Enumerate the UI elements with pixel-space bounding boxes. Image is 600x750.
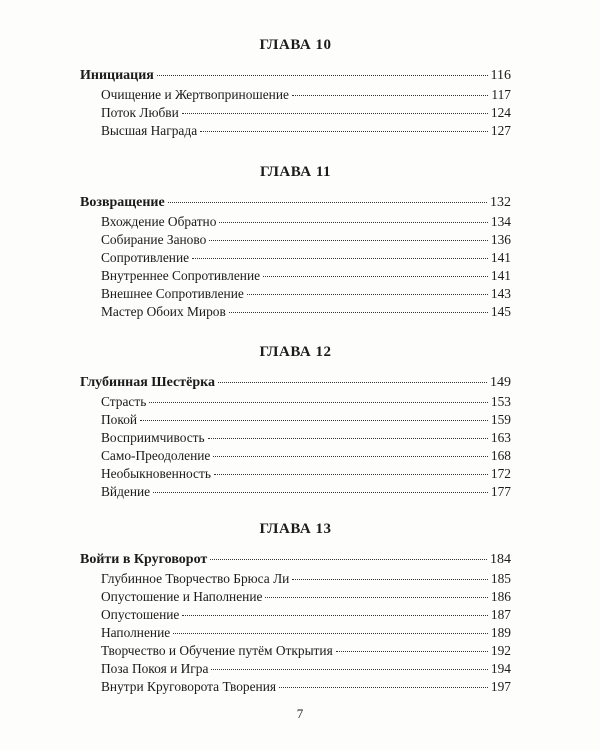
toc-page-number: 149 [490, 375, 511, 390]
leader-dots [214, 473, 488, 475]
toc-page-number: 134 [490, 214, 511, 229]
toc-entry-title: Необыкновенность [101, 466, 211, 481]
leader-dots [157, 74, 488, 76]
leader-dots [182, 112, 488, 114]
leader-dots [213, 455, 488, 457]
toc-entry [80, 588, 511, 606]
toc-page-number: 168 [490, 448, 511, 463]
toc-entry [80, 393, 511, 411]
chapter-10 [80, 34, 511, 140]
toc-entry [80, 122, 511, 140]
toc-entry-title: Вхождение Обратно [101, 214, 217, 229]
toc-page-number: 141 [490, 250, 511, 265]
toc-page-number: 163 [490, 430, 511, 445]
toc-entry-title: Внутреннее Сопротивление [101, 268, 261, 283]
toc-entry [80, 447, 511, 465]
toc-entry [80, 483, 511, 501]
toc-entry-title: Страсть [101, 394, 147, 409]
leader-dots [209, 239, 488, 241]
toc-entry-title: Опустошение и Наполнение [101, 589, 263, 604]
chapter-title: ГЛАВА 13 [259, 521, 332, 537]
leader-dots [292, 94, 488, 96]
toc-entry-title: Инициация [80, 68, 154, 83]
leader-dots [292, 578, 488, 580]
chapter-title: ГЛАВА 10 [259, 37, 332, 53]
toc-page-number: 177 [490, 484, 511, 499]
chapter-12 [80, 341, 511, 501]
leader-dots [140, 419, 488, 421]
leader-dots [229, 311, 488, 313]
toc-entry [80, 86, 511, 104]
leader-dots [210, 558, 487, 560]
toc-entry-title: Сопротивление [101, 250, 190, 265]
leader-dots [263, 275, 488, 277]
toc-entry-title: Само-Преодоление [101, 448, 211, 463]
toc-entry [80, 104, 511, 122]
leader-dots [192, 257, 488, 259]
toc-entry [80, 606, 511, 624]
chapter-title: ГЛАВА 12 [259, 344, 332, 360]
toc-entry [80, 678, 511, 696]
toc-entry-title: Внутри Круговорота Творения [101, 679, 277, 694]
toc-entry [80, 303, 511, 321]
toc-entry-title: Высшая Награда [101, 123, 198, 138]
toc-entry-title: Внешнее Сопротивление [101, 286, 244, 301]
leader-dots [200, 130, 488, 132]
toc-entry-title: Мастер Обоих Миров [101, 304, 226, 319]
toc-entry-main [80, 193, 511, 213]
toc-page-number: 127 [490, 123, 511, 138]
toc-page-number: 116 [490, 68, 511, 83]
toc-page-number: 141 [490, 268, 511, 283]
toc-page-number: 185 [490, 571, 511, 586]
toc-entry [80, 267, 511, 285]
toc-entry [80, 249, 511, 267]
toc-entry-main [80, 550, 511, 570]
toc-entry-title: Творчество и Обучение путём Открытия [101, 643, 333, 658]
toc-entry [80, 465, 511, 483]
leader-dots [153, 491, 488, 493]
toc-entry-title: Наполнение [101, 625, 171, 640]
page-number: 7 [296, 706, 304, 721]
toc-entry-title: Вйдение [101, 484, 151, 499]
chapter-title: ГЛАВА 11 [259, 164, 332, 180]
toc-page-number: 132 [490, 195, 511, 210]
toc-entry [80, 429, 511, 447]
toc-page-number: 136 [490, 232, 511, 247]
toc-page-number: 143 [490, 286, 511, 301]
toc-entry-title: Глубинная Шестёрка [80, 375, 215, 390]
toc-entry-title: Войти в Круговорот [80, 552, 208, 567]
toc-page-number: 145 [490, 304, 511, 319]
leader-dots [218, 381, 487, 383]
leader-dots [182, 614, 488, 616]
toc-page-number: 197 [490, 679, 511, 694]
leader-dots [279, 686, 488, 688]
toc-page-number: 184 [490, 552, 511, 567]
chapter-11 [80, 161, 511, 321]
toc-entry [80, 213, 511, 231]
toc-page-number: 117 [491, 87, 511, 102]
toc-entry-main [80, 373, 511, 393]
toc-page-number: 172 [490, 466, 511, 481]
toc-entry [80, 642, 511, 660]
toc-entry [80, 624, 511, 642]
toc-page-number: 159 [490, 412, 511, 427]
toc-entry [80, 411, 511, 429]
toc-entry [80, 231, 511, 249]
leader-dots [211, 668, 488, 670]
toc-entry [80, 660, 511, 678]
toc-page-number: 192 [490, 643, 511, 658]
toc-entry-title: Возвращение [80, 195, 165, 210]
toc-entry [80, 285, 511, 303]
toc-entry-title: Покой [101, 412, 138, 427]
toc-entry-title: Поза Покоя и Игра [101, 661, 209, 676]
toc-entry-title: Поток Любви [101, 105, 179, 120]
toc-entry-title: Глубинное Творчество Брюса Ли [101, 571, 290, 586]
toc-page-number: 189 [490, 625, 511, 640]
chapter-13 [80, 518, 511, 696]
leader-dots [247, 293, 488, 295]
toc-entry-title: Очищение и Жертвоприношение [101, 87, 289, 102]
toc-page-number: 153 [490, 394, 511, 409]
toc-entry-title: Опустошение [101, 607, 180, 622]
toc-entry [80, 570, 511, 588]
leader-dots [168, 201, 487, 203]
leader-dots [265, 596, 487, 598]
toc-entry-title: Восприимчивость [101, 430, 205, 445]
leader-dots [336, 650, 488, 652]
toc-page-number: 187 [490, 607, 511, 622]
toc-entry-title: Собирание Заново [101, 232, 207, 247]
toc-page-number: 194 [490, 661, 511, 676]
toc-entry-main [80, 66, 511, 86]
toc-page-number: 186 [490, 589, 511, 604]
toc-page-number: 124 [490, 105, 511, 120]
leader-dots [149, 401, 488, 403]
leader-dots [173, 632, 488, 634]
leader-dots [219, 221, 487, 223]
leader-dots [208, 437, 488, 439]
